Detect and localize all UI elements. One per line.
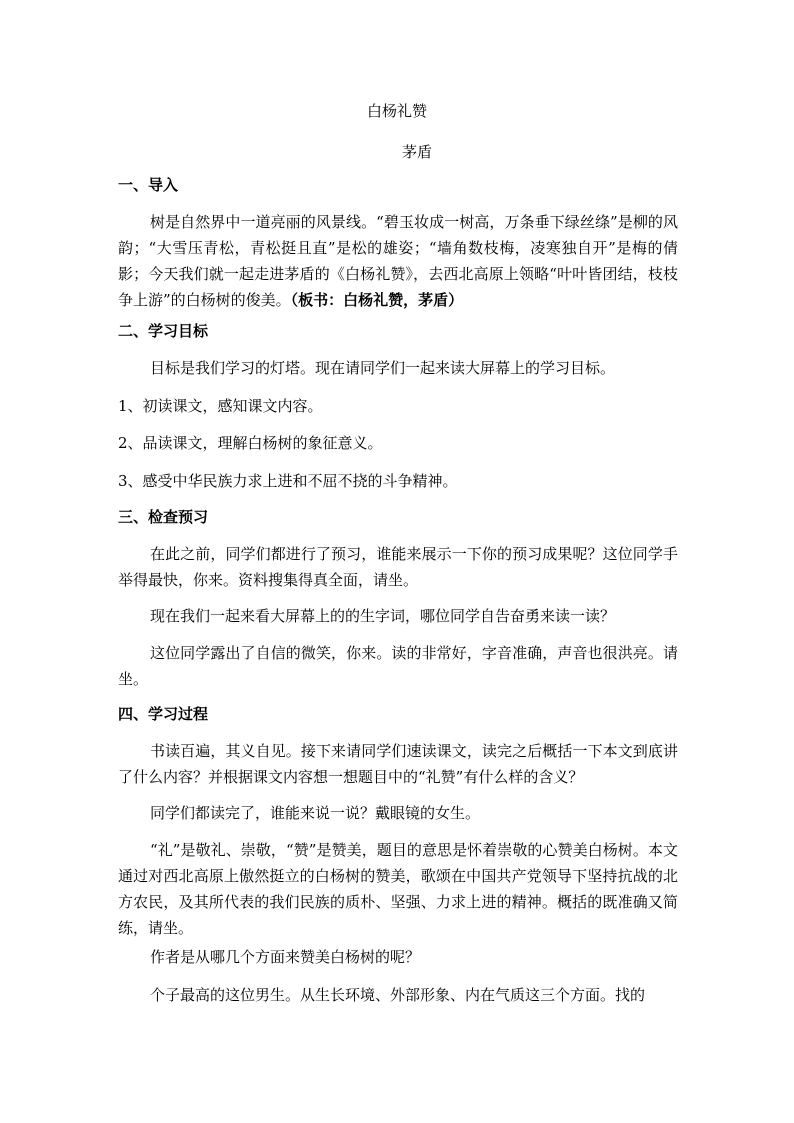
- goals-paragraph: 目标是我们学习的灯塔。现在请同学们一起来读大屏幕上的学习目标。: [150, 359, 616, 377]
- intro-paragraph: [118, 209, 678, 313]
- document-title: 白杨礼赞: [366, 102, 427, 120]
- goal-item-1: 1、初读课文，感知课文内容。: [118, 397, 323, 415]
- goal-item-3: 3、感受中华民族力求上进和不屈不挠的斗争精神。: [118, 472, 458, 490]
- goal-item-2: 2、品读课文，理解白杨树的象征意义。: [118, 434, 383, 452]
- preview-paragraph-2: 现在我们一起来看大屏幕上的的生字词，哪位同学自告奋勇来读一读？: [150, 607, 616, 625]
- process-paragraph-4: 作者是从哪几个方面来赞美白杨树的呢？: [150, 948, 421, 966]
- section-heading-preview: 三、检查预习: [118, 508, 209, 526]
- document-author: 茅盾: [401, 143, 432, 161]
- section-heading-intro: 一、导入: [118, 176, 179, 194]
- preview-paragraph-1: 在此之前，同学们都进行了预习，谁能来展示一下你的预习成果呢？这位同学手举得最快，你来。资料搜集得真全面，请坐。: [118, 545, 678, 589]
- process-paragraph-5: 个子最高的这位男生。从生长环境、外部形象、内在气质这三个方面。找的: [150, 986, 646, 1004]
- process-paragraph-2: 同学们都读完了，谁能来说一说？戴眼镜的女生。: [150, 804, 481, 822]
- process-paragraph-3: “礼”是敬礼、崇敬，“赞”是赞美，题目的意思是怀着崇敬的心赞美白杨树。本文通过对西北高原上傲然挺立的白杨树的赞美，歌颂在中国共产党领导下坚持抗战的北方农民，及其所代表的我们民族的质朴、坚强、力求上进的精神。概括的既准确又简练，请坐。: [118, 841, 678, 937]
- intro-paragraph-text: 树是自然界中一道亮丽的风景线。“碧玉妆成一树高，万条垂下绿丝绦”是柳的风韵；“大雪压青松，青松挺且直”是松的雄姿；“墙角数枝梅，凌寒独自开”是梅的倩影；今天我们就一起走进茅盾的《白杨礼赞》，去西北高原上领略“叶叶皆团结，枝枝争上游”的白杨树的俊美。: [118, 213, 678, 309]
- blackboard-note: （板书：白杨礼赞，茅盾）: [290, 291, 464, 309]
- preview-paragraph-3: 这位同学露出了自信的微笑，你来。读的非常好，字音准确，声音也很洪亮。请坐。: [118, 644, 678, 688]
- process-paragraph-1: 书读百遍，其义自见。接下来请同学们速读课文，读完之后概括一下本文到底讲了什么内容？并根据课文内容想一想题目中的“礼赞”有什么样的含义？: [118, 742, 678, 786]
- section-heading-goals: 二、学习目标: [118, 322, 209, 340]
- section-heading-process: 四、学习过程: [118, 705, 209, 723]
